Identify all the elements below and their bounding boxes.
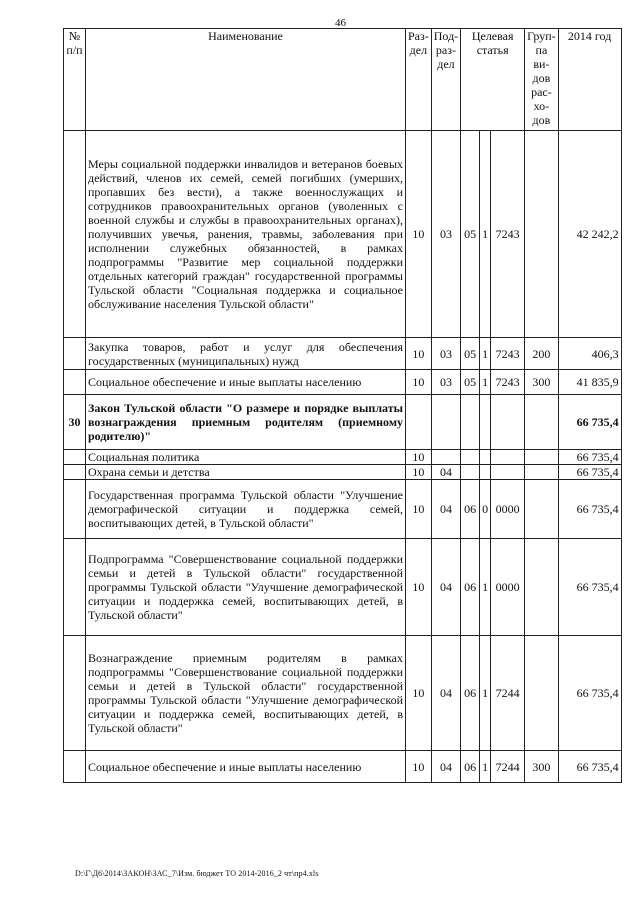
target-direction-code: 7243 bbox=[491, 131, 525, 338]
header-expense-group: Груп- па ви- дов рас- хо- дов bbox=[525, 29, 558, 131]
razdel-code: 10 bbox=[406, 450, 432, 465]
target-subprogram-code bbox=[480, 450, 491, 465]
target-subprogram-code: 1 bbox=[480, 751, 491, 783]
table-row bbox=[64, 480, 622, 539]
podrazdel-code: 04 bbox=[431, 480, 460, 539]
amount-2014: 66 735,4 bbox=[558, 539, 621, 636]
podrazdel-code: 04 bbox=[431, 465, 460, 480]
item-name: Социальное обеспечение и иные выплаты населению bbox=[86, 370, 406, 395]
expense-group-code bbox=[525, 636, 558, 751]
table-row bbox=[64, 131, 622, 338]
target-subprogram-code: 1 bbox=[480, 131, 491, 338]
target-direction-code: 0000 bbox=[491, 480, 525, 539]
target-program-code: 06 bbox=[461, 751, 480, 783]
expense-group-code: 300 bbox=[525, 370, 558, 395]
razdel-code: 10 bbox=[406, 636, 432, 751]
target-direction-code: 7243 bbox=[491, 370, 525, 395]
amount-2014: 41 835,9 bbox=[558, 370, 621, 395]
target-program-code: 06 bbox=[461, 480, 480, 539]
page-number: 46 bbox=[335, 17, 346, 29]
target-direction-code bbox=[491, 395, 525, 450]
header-row bbox=[64, 29, 622, 131]
target-direction-code bbox=[491, 450, 525, 465]
podrazdel-code bbox=[431, 395, 460, 450]
table-row bbox=[64, 450, 622, 465]
row-number bbox=[64, 450, 86, 465]
target-program-code bbox=[461, 450, 480, 465]
razdel-code: 10 bbox=[406, 131, 432, 338]
row-number: 30 bbox=[64, 395, 86, 450]
header-podrazdel: Под- раз- дел bbox=[431, 29, 460, 131]
target-subprogram-code: 1 bbox=[480, 338, 491, 370]
row-number bbox=[64, 131, 86, 338]
razdel-code: 10 bbox=[406, 480, 432, 539]
item-name: Закупка товаров, работ и услуг для обеспечения государственных (муниципальных) нужд bbox=[86, 338, 406, 370]
target-subprogram-code bbox=[480, 465, 491, 480]
target-program-code: 05 bbox=[461, 131, 480, 338]
item-name: Социальное обеспечение и иные выплаты населению bbox=[86, 751, 406, 783]
table-row bbox=[64, 338, 622, 370]
row-number bbox=[64, 636, 86, 751]
razdel-code: 10 bbox=[406, 370, 432, 395]
podrazdel-code: 03 bbox=[431, 370, 460, 395]
header-year-2014: 2014 год bbox=[558, 29, 621, 131]
row-number bbox=[64, 539, 86, 636]
item-name: Вознаграждение приемным родителям в рамках подпрограммы "Совершенствование социальной поддержки семьи и детей в Тульской области" государственной программы Тульской области "Улучшение демографической ситуации и поддержка семей, воспитывающих детей, в Тульской области" bbox=[86, 636, 406, 751]
podrazdel-code: 04 bbox=[431, 539, 460, 636]
razdel-code: 10 bbox=[406, 465, 432, 480]
amount-2014: 66 735,4 bbox=[558, 450, 621, 465]
razdel-code: 10 bbox=[406, 338, 432, 370]
podrazdel-code: 04 bbox=[431, 751, 460, 783]
podrazdel-code: 04 bbox=[431, 636, 460, 751]
target-program-code bbox=[461, 465, 480, 480]
amount-2014: 66 735,4 bbox=[558, 636, 621, 751]
amount-2014: 66 735,4 bbox=[558, 480, 621, 539]
podrazdel-code: 03 bbox=[431, 131, 460, 338]
amount-2014: 406,3 bbox=[558, 338, 621, 370]
target-program-code: 05 bbox=[461, 338, 480, 370]
target-direction-code bbox=[491, 465, 525, 480]
item-name: Закон Тульской области "О размере и порядке выплаты вознаграждения приемным родителям (приемному родителю)" bbox=[86, 395, 406, 450]
target-direction-code: 7243 bbox=[491, 338, 525, 370]
target-subprogram-code bbox=[480, 395, 491, 450]
podrazdel-code bbox=[431, 450, 460, 465]
row-number bbox=[64, 751, 86, 783]
table-row bbox=[64, 539, 622, 636]
target-direction-code: 7244 bbox=[491, 751, 525, 783]
header-name: Наименование bbox=[86, 29, 406, 131]
target-direction-code: 0000 bbox=[491, 539, 525, 636]
expense-group-code bbox=[525, 465, 558, 480]
target-subprogram-code: 0 bbox=[480, 480, 491, 539]
table-row bbox=[64, 370, 622, 395]
header-razdel: Раз- дел bbox=[406, 29, 432, 131]
item-name: Охрана семьи и детства bbox=[86, 465, 406, 480]
row-number bbox=[64, 480, 86, 539]
amount-2014: 66 735,4 bbox=[558, 395, 621, 450]
item-name: Меры социальной поддержки инвалидов и ветеранов боевых действий, членов их семей, семей погибших (умерших, пропавших без вести), а также военнослужащих и сотрудников правоохранительных органов (уволенных с военной службы и службы в правоохранительных органах), получивших увечья, ранения, травмы, заболевания при исполнении служебных обязанностей, в рамках подпрограммы "Развитие мер социальной поддержки отдельных категорий граждан" государственной программы Тульской области "Социальная поддержка и социальное обслуживание населения Тульской области" bbox=[86, 131, 406, 338]
expense-group-code bbox=[525, 450, 558, 465]
target-subprogram-code: 1 bbox=[480, 636, 491, 751]
row-number bbox=[64, 370, 86, 395]
podrazdel-code: 03 bbox=[431, 338, 460, 370]
amount-2014: 42 242,2 bbox=[558, 131, 621, 338]
expense-group-code bbox=[525, 480, 558, 539]
file-path-footer: D:\Г\Д6\2014\ЗАКОН\ЗАС_7\Изм. бюджет ТО 2014-2016_2 чт\пр4.xls bbox=[75, 869, 319, 878]
amount-2014: 66 735,4 bbox=[558, 751, 621, 783]
razdel-code: 10 bbox=[406, 751, 432, 783]
item-name: Социальная политика bbox=[86, 450, 406, 465]
table-row bbox=[64, 395, 622, 450]
expense-group-code bbox=[525, 131, 558, 338]
item-name: Подпрограмма "Совершенствование социальной поддержки семьи и детей в Тульской области" государственной программы Тульской области "Улучшение демографической ситуации и поддержка семей, воспитывающих детей, в Тульской области" bbox=[86, 539, 406, 636]
target-subprogram-code: 1 bbox=[480, 539, 491, 636]
table-row bbox=[64, 465, 622, 480]
target-subprogram-code: 1 bbox=[480, 370, 491, 395]
target-program-code: 06 bbox=[461, 539, 480, 636]
expense-group-code: 300 bbox=[525, 751, 558, 783]
target-program-code: 06 bbox=[461, 636, 480, 751]
expense-group-code bbox=[525, 539, 558, 636]
row-number bbox=[64, 338, 86, 370]
amount-2014: 66 735,4 bbox=[558, 465, 621, 480]
item-name: Государственная программа Тульской области "Улучшение демографической ситуации и поддержка семей, воспитывающих детей, в Тульской области" bbox=[86, 480, 406, 539]
target-program-code bbox=[461, 395, 480, 450]
budget-table bbox=[63, 28, 622, 783]
header-target-article: Целевая статья bbox=[461, 29, 525, 131]
table-row bbox=[64, 636, 622, 751]
header-num: № п/п bbox=[64, 29, 86, 131]
target-direction-code: 7244 bbox=[491, 636, 525, 751]
expense-group-code: 200 bbox=[525, 338, 558, 370]
razdel-code: 10 bbox=[406, 539, 432, 636]
razdel-code bbox=[406, 395, 432, 450]
target-program-code: 05 bbox=[461, 370, 480, 395]
table-row bbox=[64, 751, 622, 783]
expense-group-code bbox=[525, 395, 558, 450]
row-number bbox=[64, 465, 86, 480]
